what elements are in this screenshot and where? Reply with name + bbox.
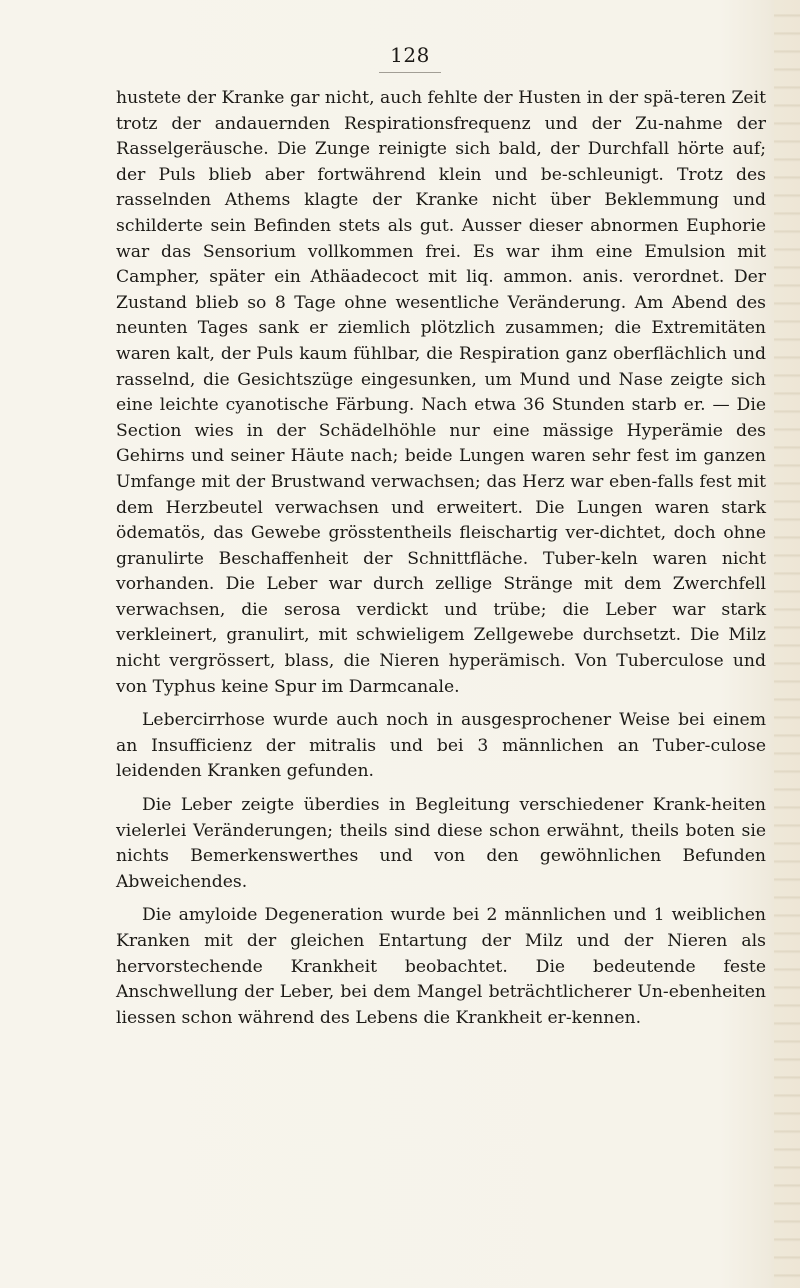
page-number: 128: [390, 43, 430, 67]
paragraph-amyloid: Die amyloide Degeneration wurde bei 2 männlichen und 1 weiblichen Kranken mit der gleichen Entartung der Milz und der Nieren als hervorstechende Krankheit beobachtet. Die bedeutende feste Anschwellung der Leber, bei dem Mangel beträchtlicherer Un-ebenheiten liessen schon während des Lebens die Krankheit er-kennen.: [116, 905, 766, 1028]
page-number-rule: [379, 72, 441, 73]
paragraph-liver-changes: Die Leber zeigte überdies in Begleitung verschiedener Krank-heiten vielerlei Veränderungen; theils sind diese schon erwähnt, theils boten sie nichts Bemerkenswerthes und von den gewöhnlichen Befunden Abweichendes.: [116, 795, 766, 892]
paragraph-continuation: hustete der Kranke gar nicht, auch fehlte der Husten in der spä-teren Zeit trotz der andauernden Respirationsfrequenz und der Zu-nahme der Rasselgeräusche. Die Zunge reinigte sich bald, der Durchfall hörte auf; der Puls blieb aber fortwährend klein und be-schleunigt. Trotz des rasselnden Athems klagte der Kranke nicht über Beklemmung und schilderte sein Befinden stets als gut. Ausser dieser abnormen Euphorie war das Sensorium vollkommen frei. Es war ihm eine Emulsion mit Campher, später ein Athäadecoct mit liq. ammon. anis. verordnet. Der Zustand blieb so 8 Tage ohne wesentliche Veränderung. Am Abend des neunten Tages sank er ziemlich plötzlich zusammen; die Extremitäten waren kalt, der Puls kaum fühlbar, die Respiration ganz oberflächlich und rasselnd, die Gesichtszüge eingesunken, um Mund und Nase zeigte sich eine leichte cyanotische Färbung. Nach etwa 36 Stunden starb er. — Die Section wies in der Schädelhöhle nur eine mässige Hyperämie des Gehirns und seiner Häute nach; beide Lungen waren sehr fest im ganzen Umfange mit der Brustwand verwachsen; das Herz war eben-falls fest mit dem Herzbeutel verwachsen und erweitert. Die Lungen waren stark ödematös, das Gewebe grösstentheils fleischartig ver-dichtet, doch ohne granulirte Beschaffenheit der Schnittfläche. Tuber-keln waren nicht vorhanden. Die Leber war durch zellige Stränge mit dem Zwerchfell verwachsen, die serosa verdickt und trübe; die Leber war stark verkleinert, granulirt, mit schwieligem Zellgewebe durchsetzt. Die Milz nicht vergrössert, blass, die Nieren hyperämisch. Von Tuberculose und von Typhus keine Spur im Darmcanale.: [116, 88, 766, 697]
paragraph-cirrhosis: Lebercirrhose wurde auch noch in ausgesprochener Weise bei einem an Insufficienz der mitralis und bei 3 männlichen an Tuber-culose leidenden Kranken gefunden.: [116, 710, 766, 782]
page-edge-shadow: [774, 0, 800, 1288]
body-text: [116, 86, 766, 1031]
